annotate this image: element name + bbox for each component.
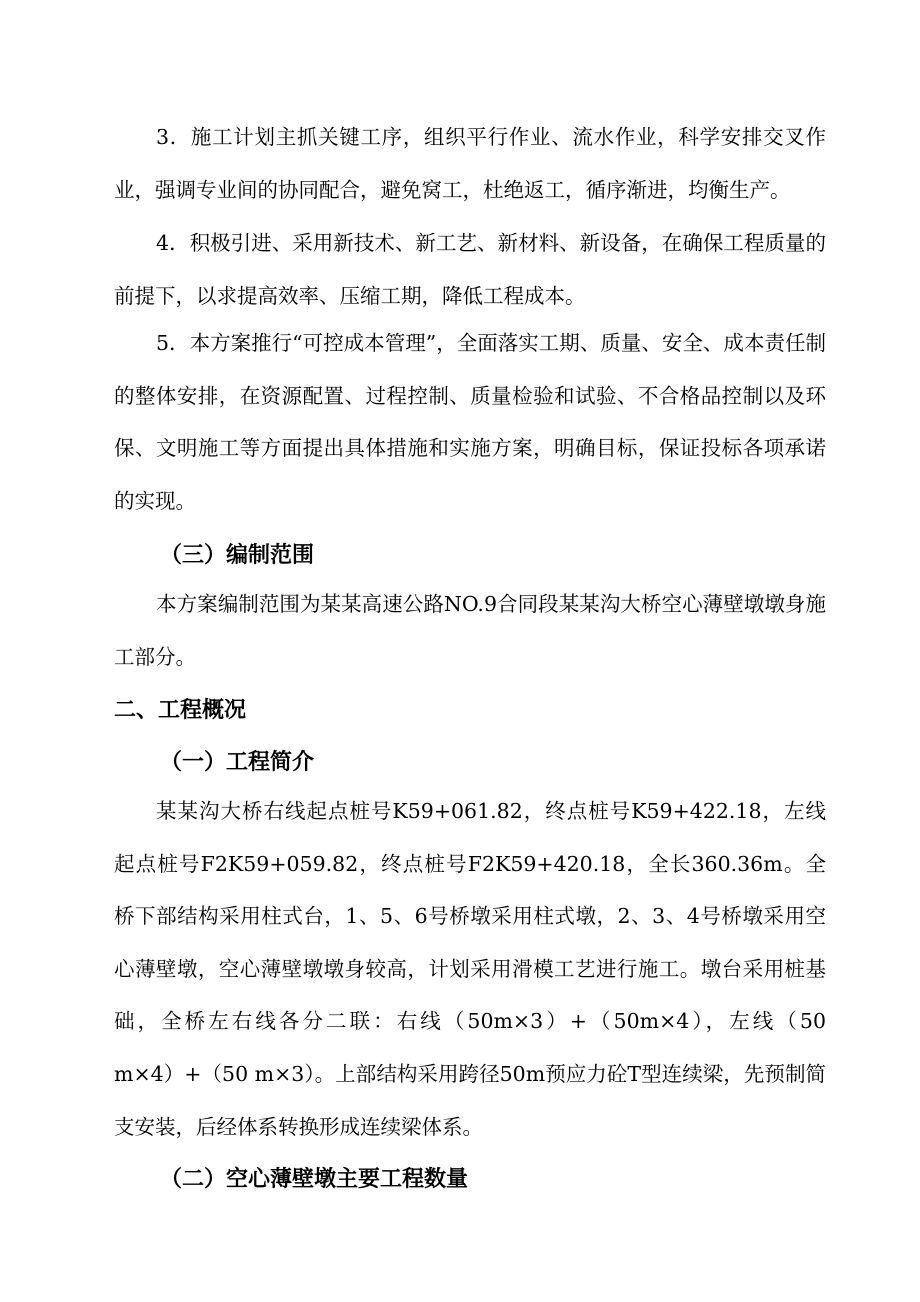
paragraph-item-4: 4．积极引进、采用新技术、新工艺、新材料、新设备，在确保工程质量的前提下，以求提高效率、压缩工期，降低工程成本。: [114, 231, 826, 308]
paragraph-item-3: 3．施工计划主抓关键工序，组织平行作业、流水作业，科学安排交叉作业，强调专业间的协同配合，避免窝工，杜绝返工，循序渐进，均衡生产。: [114, 125, 826, 202]
paragraph-item-5: 5．本方案推行“可控成本管理”，全面落实工期、质量、安全、成本责任制的整体安排，在资源配置、过程控制、质量检验和试验、不合格品控制以及环保、文明施工等方面提出具体措施和实施方案，明确目标，保证投标各项承诺的实现。: [114, 331, 826, 513]
paragraph-scope: 本方案编制范围为某某高速公路NO.9合同段某某沟大桥空心薄壁墩墩身施工部分。: [114, 592, 826, 669]
heading-quantity: （二）空心薄壁墩主要工程数量: [160, 1167, 469, 1192]
heading-overview: 二、工程概况: [114, 698, 247, 723]
heading-intro: （一）工程简介: [160, 750, 315, 775]
heading-scope: （三）编制范围: [160, 543, 315, 568]
paragraph-intro: 某某沟大桥右线起点桩号K59+061.82，终点桩号K59+422.18，左线起点桩号F2K59+059.82，终点桩号F2K59+420.18，全长360.36m。全桥下部结构采用柱式台，1、5、6号桥墩采用柱式墩，2、3、4号桥墩采用空心薄壁墩，空心薄壁墩墩身较高，计划采用滑模工艺进行施工。墩台采用桩基础，全桥左右线各分二联：右线（50m×3）+（50m×4），左线（50 m×4）+（50 m×3）。上部结构采用跨径50m预应力砼T型连续梁，先预制简支安装，后经体系转换形成连续梁体系。: [114, 799, 826, 1139]
